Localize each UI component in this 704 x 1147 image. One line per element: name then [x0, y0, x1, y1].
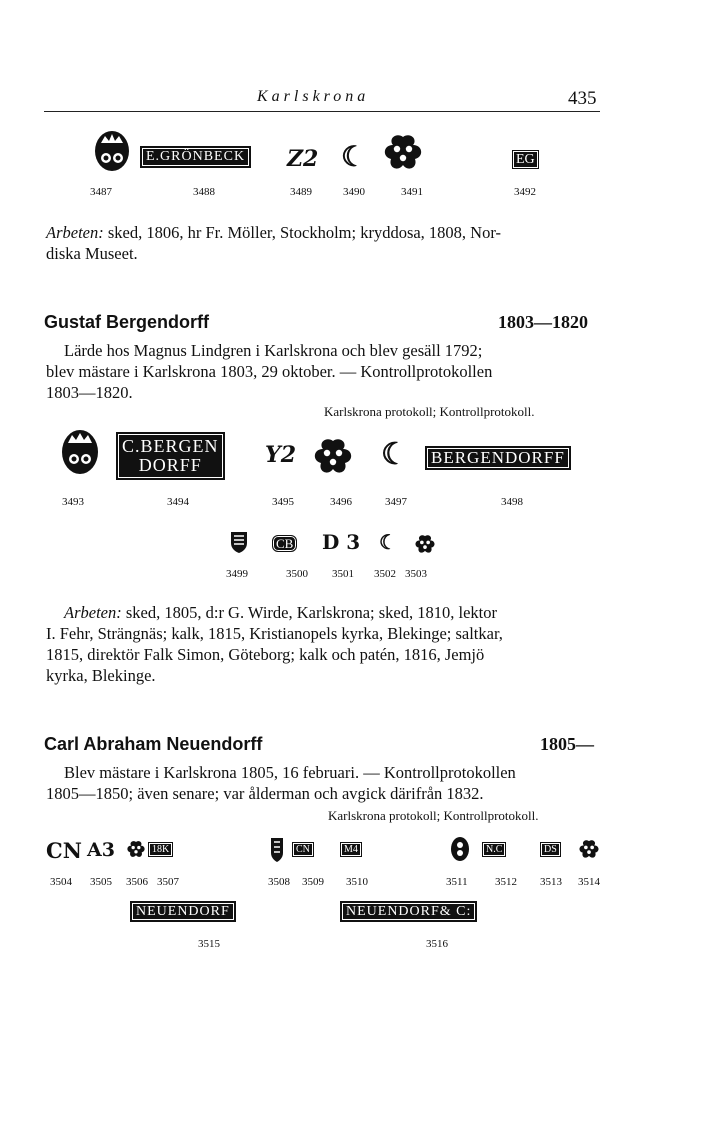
- works-paragraph: [64, 602, 600, 623]
- moon-mark-icon: ☾: [379, 530, 397, 554]
- mark-number: 3489: [290, 186, 312, 198]
- mark-number: 3493: [62, 496, 84, 508]
- source-note: Karlskrona protokoll; Kontrollprotokoll.: [328, 808, 539, 823]
- cn-mark: CN: [46, 838, 82, 863]
- moon-mark-icon: ☾: [341, 140, 367, 173]
- mark-number: 3506: [126, 876, 148, 888]
- mark-number: 3510: [346, 876, 368, 888]
- works-label: Arbeten:: [64, 603, 122, 622]
- mark-number: 3511: [446, 876, 468, 888]
- mark-number: 3488: [193, 186, 215, 198]
- gronbeck-mark: E.GRÖNBECK: [140, 146, 251, 168]
- works-text: sked, 1806, hr Fr. Möller, Stockholm; kryddosa, 1808, Nor-: [107, 223, 502, 242]
- header-rule: [44, 111, 600, 112]
- oval-shield-mark-icon: [450, 836, 470, 862]
- bergendorff-mark: BERGENDORFF: [425, 446, 571, 470]
- mark-number: 3499: [226, 568, 248, 580]
- mark-number: 3500: [286, 568, 308, 580]
- mark-number: 3497: [385, 496, 407, 508]
- mark-number: 3492: [514, 186, 536, 198]
- flower-mark-icon: [126, 840, 146, 858]
- flower-mark-icon: [414, 534, 436, 554]
- works-text: 1815, direktör Falk Simon, Göteborg; kalk och patén, 1816, Jemjö: [46, 645, 485, 664]
- bergen-dorff-mark: [116, 432, 225, 480]
- 18k-mark: 18K: [148, 842, 173, 857]
- moon-mark-icon: ☾: [381, 437, 408, 472]
- bergen-mark-top: C.BERGEN: [122, 436, 219, 456]
- crown-shield-mark-icon: [60, 425, 100, 475]
- mark-number: 3496: [330, 496, 352, 508]
- mark-number: 3504: [50, 876, 72, 888]
- bio-text: Blev mästare i Karlskrona 1805, 16 februari. — Kontrollprotokollen: [64, 763, 516, 782]
- bergen-mark-bottom: DORFF: [138, 455, 202, 475]
- master-years: 1803—1820: [498, 312, 588, 332]
- shield-mark-icon: [270, 837, 284, 863]
- mark-number: 3507: [157, 876, 179, 888]
- mark-number: 3491: [401, 186, 423, 198]
- flower-mark-icon: [578, 839, 600, 859]
- master-name: Carl Abraham Neuendorff: [44, 734, 263, 754]
- mark-number: 3490: [343, 186, 365, 198]
- a3-mark: A3: [87, 839, 115, 861]
- works-label: Arbeten:: [46, 223, 104, 242]
- works-text: sked, 1805, d:r G. Wirde, Karlskrona; sked, 1810, lektor: [125, 603, 497, 622]
- mark-number: 3505: [90, 876, 112, 888]
- bio-text: Lärde hos Magnus Lindgren i Karlskrona och blev gesäll 1792;: [64, 341, 483, 360]
- neuendorf-c-mark: NEUENDORF& C:: [340, 901, 477, 922]
- mark-number: 3514: [578, 876, 600, 888]
- cb-mark: CB: [272, 535, 297, 552]
- d3-mark: D 3: [322, 530, 361, 554]
- nc-mark: N.C: [482, 842, 506, 857]
- page-number: 435: [568, 88, 597, 109]
- neuendorf-mark: NEUENDORF: [130, 901, 236, 922]
- mark-number: 3494: [167, 496, 189, 508]
- master-years: 1805—: [540, 734, 594, 754]
- flower-mark-icon: [382, 133, 424, 171]
- mark-number: 3501: [332, 568, 354, 580]
- mark-number: 3509: [302, 876, 324, 888]
- shield-mark-icon: [229, 530, 249, 554]
- works-text: I. Fehr, Strängnäs; kalk, 1815, Kristianopels kyrka, Blekinge; saltkar,: [46, 624, 503, 643]
- mark-number: 3516: [426, 938, 448, 950]
- mark-number: 3495: [272, 496, 294, 508]
- mark-number: 3508: [268, 876, 290, 888]
- cn-box-mark: CN: [292, 842, 314, 857]
- mark-number: 3512: [495, 876, 517, 888]
- mark-number: 3502: [374, 568, 396, 580]
- source-note: Karlskrona protokoll; Kontrollprotokoll.: [324, 404, 535, 419]
- mark-number: 3498: [501, 496, 523, 508]
- ds-mark: DS: [540, 842, 561, 857]
- master-name: Gustaf Bergendorff: [44, 312, 210, 332]
- bio-text: 1803—1820.: [46, 383, 133, 402]
- eg-mark: EG: [512, 150, 539, 169]
- mark-number: 3503: [405, 568, 427, 580]
- mark-number: 3515: [198, 938, 220, 950]
- bio-text: 1805—1850; även senare; var ålderman och avgick därifrån 1832.: [46, 784, 484, 803]
- m4-mark: M4: [340, 842, 362, 857]
- year-letter-mark: Y2: [265, 442, 297, 468]
- flower-mark-icon: [312, 437, 354, 475]
- running-title: Karlskrona: [257, 88, 370, 105]
- crown-shield-mark-icon: [92, 127, 132, 173]
- year-letter-mark: Z2: [287, 146, 319, 172]
- works-paragraph: [46, 222, 600, 243]
- bio-text: blev mästare i Karlskrona 1803, 29 oktober. — Kontrollprotokollen: [46, 362, 493, 381]
- mark-number: 3513: [540, 876, 562, 888]
- works-text: kyrka, Blekinge.: [46, 666, 156, 685]
- mark-number: 3487: [90, 186, 112, 198]
- works-text: diska Museet.: [46, 244, 138, 263]
